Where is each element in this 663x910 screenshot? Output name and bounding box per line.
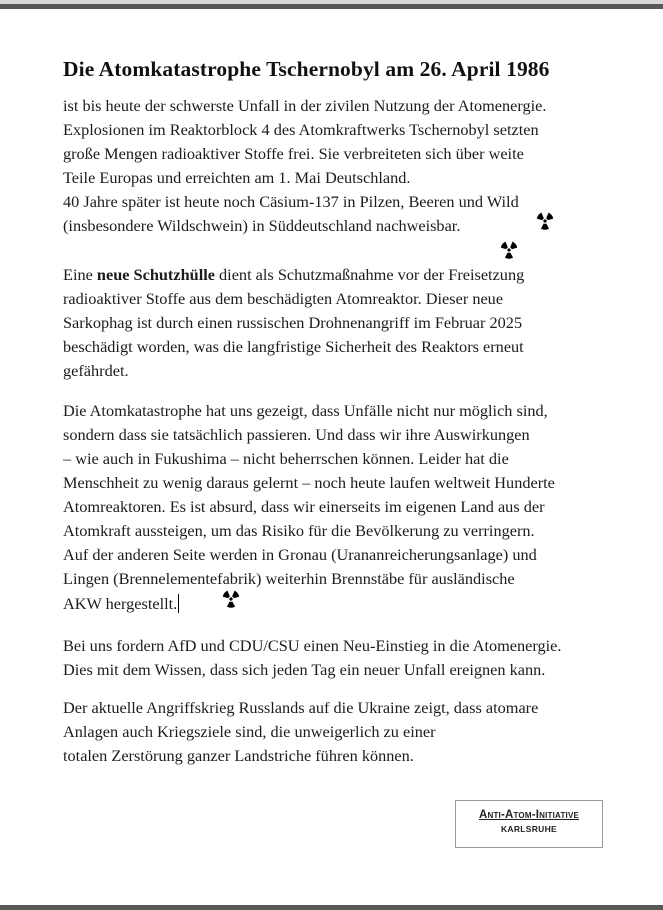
paragraph1-line: Teile Europas und erreichten am 1. Mai Deutschland.: [63, 168, 411, 187]
text-span: Eine: [63, 265, 97, 284]
bold-text: neue Schutzhülle: [96, 265, 215, 284]
text-cursor: [178, 594, 179, 613]
paragraph2-line: gefährdet.: [63, 361, 129, 380]
paragraph3-line: Lingen (Brennelementefabrik) weiterhin Brennstäbe für ausländische: [63, 569, 515, 588]
paragraph4-line: Dies mit dem Wissen, dass sich jeden Tag ein neuer Unfall ereignen kann.: [63, 660, 546, 679]
logo-subtitle: KARLSRUHE: [500, 824, 558, 834]
text-span: dient als Schutzmaßnahme vor der Freisetzung: [214, 265, 525, 284]
paragraph1-line: 40 Jahre später ist heute noch Cäsium-137 in Pilzen, Beeren und Wild: [63, 192, 519, 211]
paragraph1-line: große Mengen radioaktiver Stoffe frei. Sie verbreiteten sich über weite: [63, 144, 524, 163]
anti-atom-initiative-logo: [455, 800, 603, 848]
paragraph4-line: Bei uns fordern AfD und CDU/CSU einen Neu-Einstieg in die Atomenergie.: [63, 636, 562, 655]
paragraph1-line: Explosionen im Reaktorblock 4 des Atomkraftwerks Tschernobyl setzten: [63, 120, 539, 139]
paragraph5-line: totalen Zerstörung ganzer Landstriche führen können.: [63, 746, 414, 765]
paragraph2-line: [63, 265, 524, 285]
paragraph1-line: ist bis heute der schwerste Unfall in der zivilen Nutzung der Atomenergie.: [63, 96, 547, 115]
paragraph2-line: radioaktiver Stoffe aus dem beschädigten Atomreaktor. Dieser neue: [63, 289, 504, 308]
paragraph3-last-line: [63, 594, 179, 614]
paragraph3-line: Menschheit zu wenig daraus gelernt – noch heute laufen weltweit Hunderte: [63, 473, 555, 492]
paragraph2-line: Sarkophag ist durch einen russischen Drohnenangriff im Februar 2025: [63, 313, 523, 332]
radiation-icon: [222, 590, 240, 608]
paragraph2-line: beschädigt worden, was die langfristige Sicherheit des Reaktors erneut: [63, 337, 524, 356]
radiation-icon: [536, 212, 554, 230]
paragraph3-line: Atomkraft aussteigen, um das Risiko für die Bevölkerung zu verringern.: [63, 521, 535, 540]
logo-title: Anti-Atom-Initiative: [478, 809, 580, 821]
paragraph3-line: Atomreaktoren. Es ist absurd, dass wir einerseits im eigenen Land aus der: [63, 497, 545, 516]
paragraph3-line: Auf der anderen Seite werden in Gronau (Urananreicherungsanlage) und: [63, 545, 537, 564]
paragraph5-line: Anlagen auch Kriegsziele sind, die unweigerlich zu einer: [63, 722, 436, 741]
paragraph1-line: (insbesondere Wildschwein) in Süddeutschland nachweisbar.: [63, 216, 461, 235]
document-title: Die Atomkatastrophe Tschernobyl am 26. April 1986: [63, 57, 550, 81]
window-bottom-bar: [0, 905, 663, 910]
paragraph3-line: Die Atomkatastrophe hat uns gezeigt, dass Unfälle nicht nur möglich sind,: [63, 401, 548, 420]
paragraph5-line: Der aktuelle Angriffskrieg Russlands auf die Ukraine zeigt, dass atomare: [63, 698, 539, 717]
radiation-icon: [500, 241, 518, 259]
text-span: AKW hergestellt.: [63, 594, 178, 613]
paragraph3-line: sondern dass sie tatsächlich passieren. Und dass wir ihre Auswirkungen: [63, 425, 530, 444]
paragraph3-line: – wie auch in Fukushima – nicht beherrschen können. Leider hat die: [63, 449, 509, 468]
